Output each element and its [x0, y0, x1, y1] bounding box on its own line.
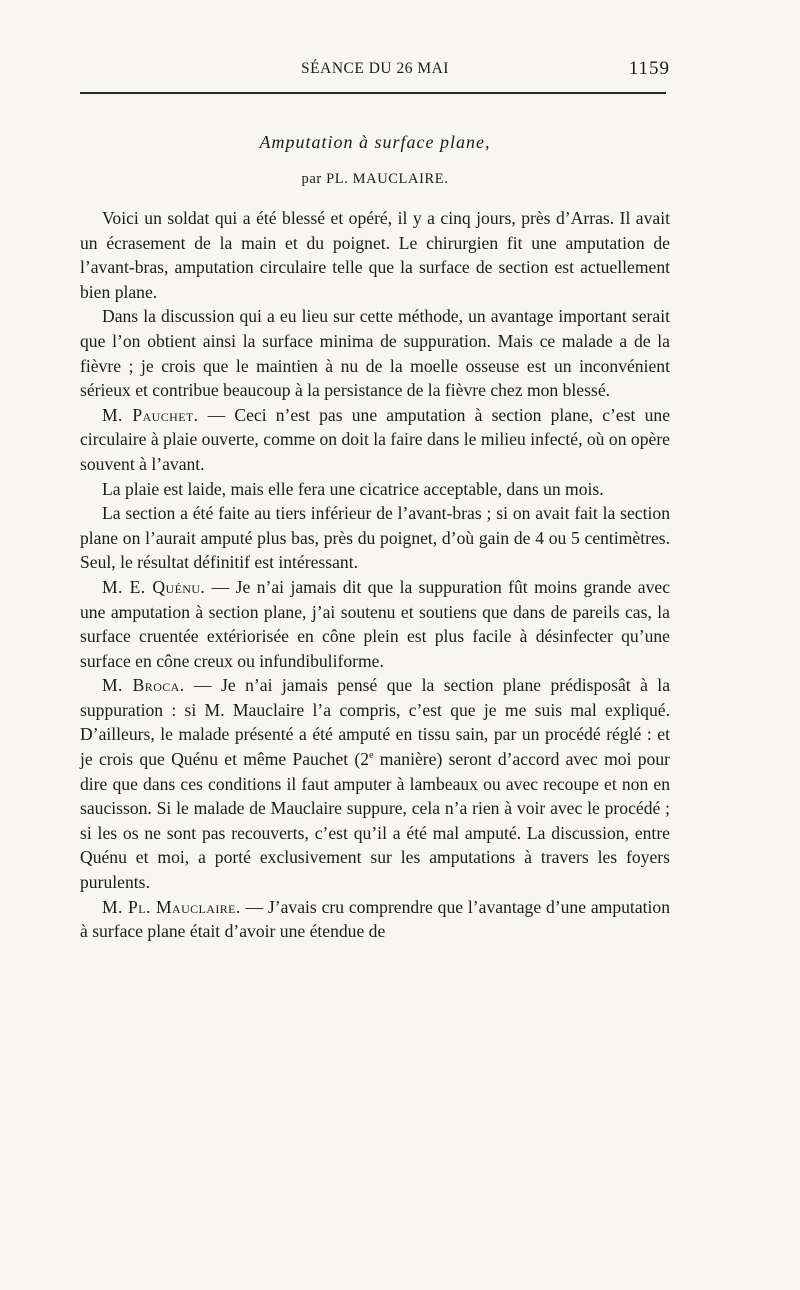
page-number: 1159 — [628, 58, 670, 79]
paragraph-2: Dans la discussion qui a eu lieu sur cette méthode, un avantage important serait que l’on obtient ainsi la surface minima de suppuration. Mais ce malade a de la fièvre ; je crois que le maintien à nu de la moelle osseuse est un inconvénient sérieux et contribue beaucoup à la persistance de la fièvre chez mon blessé. — [80, 306, 670, 401]
paragraph-mauclaire — [80, 895, 670, 944]
document-page — [80, 52, 670, 944]
article-title: Amputation à surface plane, — [259, 132, 491, 152]
speaker-text: — Je n’ai jamais dit que la suppuration fût moins grande avec une amputation à section plane, j’ai soutenu et soutiens que dans de pareils cas, la surface cruentée extériorisée en cône plein est plus facile à désinfecter qu’une surface en cône creux ou infundibuliforme. — [80, 576, 671, 671]
paragraph-1: Voici un soldat qui a été blessé et opéré, il y a cinq jours, près d’Arras. Il avait un écrasement de la main et du poignet. Le chirurgien fit une amputation de l’avant-bras, amputation circulaire telle que la surface de section est actuellement bien plane. — [80, 208, 670, 302]
paragraph-quenu — [80, 575, 670, 673]
speaker-text: — J’avais cru comprendre que l’avantage d’une amputation à surface plane était d’avoir une étendue de — [80, 896, 670, 942]
paragraph-broca — [80, 673, 670, 894]
speaker-text: — Ceci n’est pas une amputation à section plane, c’est une circulaire à plaie ouverte, comme on doit la faire dans le milieu infecté, où on opère souvent à l’avant. — [80, 404, 671, 474]
article-byline: par PL. MAUCLAIRE. — [301, 171, 449, 187]
speaker-text: — Je n’ai jamais pensé que la section plane prédisposât à la suppuration : si M. Mauclaire l’a compris, c’est que je me suis mal expliqué. D’ailleurs, le malade présenté a été amputé en tissu sain, par un procédé réglé : et je crois que Quénu et même Pauchet (2 — [80, 675, 671, 770]
speaker-name: M. Pauchet. — [102, 404, 199, 425]
article-body — [80, 206, 670, 944]
paragraph-pauchet — [80, 403, 670, 477]
running-header — [80, 52, 670, 84]
header-rule — [80, 92, 666, 94]
speaker-name: M. E. Quénu. — [102, 576, 206, 597]
speaker-name: M. Pl. Mauclaire. — [102, 896, 241, 917]
paragraph-4: La plaie est laide, mais elle fera une cicatrice acceptable, dans un mois. — [102, 478, 604, 499]
speaker-text-continued: manière) seront d’accord avec moi pour dire que dans ces conditions il faut amputer à lambeaux ou avec recoupe et non en saucisson. Si le malade de Mauclaire suppure, cela n’a rien à voir avec le procédé ; si les os ne sont pas recouverts, c’est qu’il a été mal amputé. La discussion, entre Quénu et moi, a porté exclusivement sur les amputations à travers les foyers purulents. — [80, 749, 670, 893]
speaker-name: M. Broca. — [102, 675, 185, 696]
running-title: SÉANCE DU 26 MAI — [301, 60, 449, 77]
superscript: e — [369, 750, 374, 762]
paragraph-5: La section a été faite au tiers inférieur de l’avant-bras ; si on avait fait la section plane on l’aurait amputé plus bas, près du poignet, d’où gain de 4 ou 5 centimètres. Seul, le résultat définitif est intéressant. — [80, 503, 670, 573]
